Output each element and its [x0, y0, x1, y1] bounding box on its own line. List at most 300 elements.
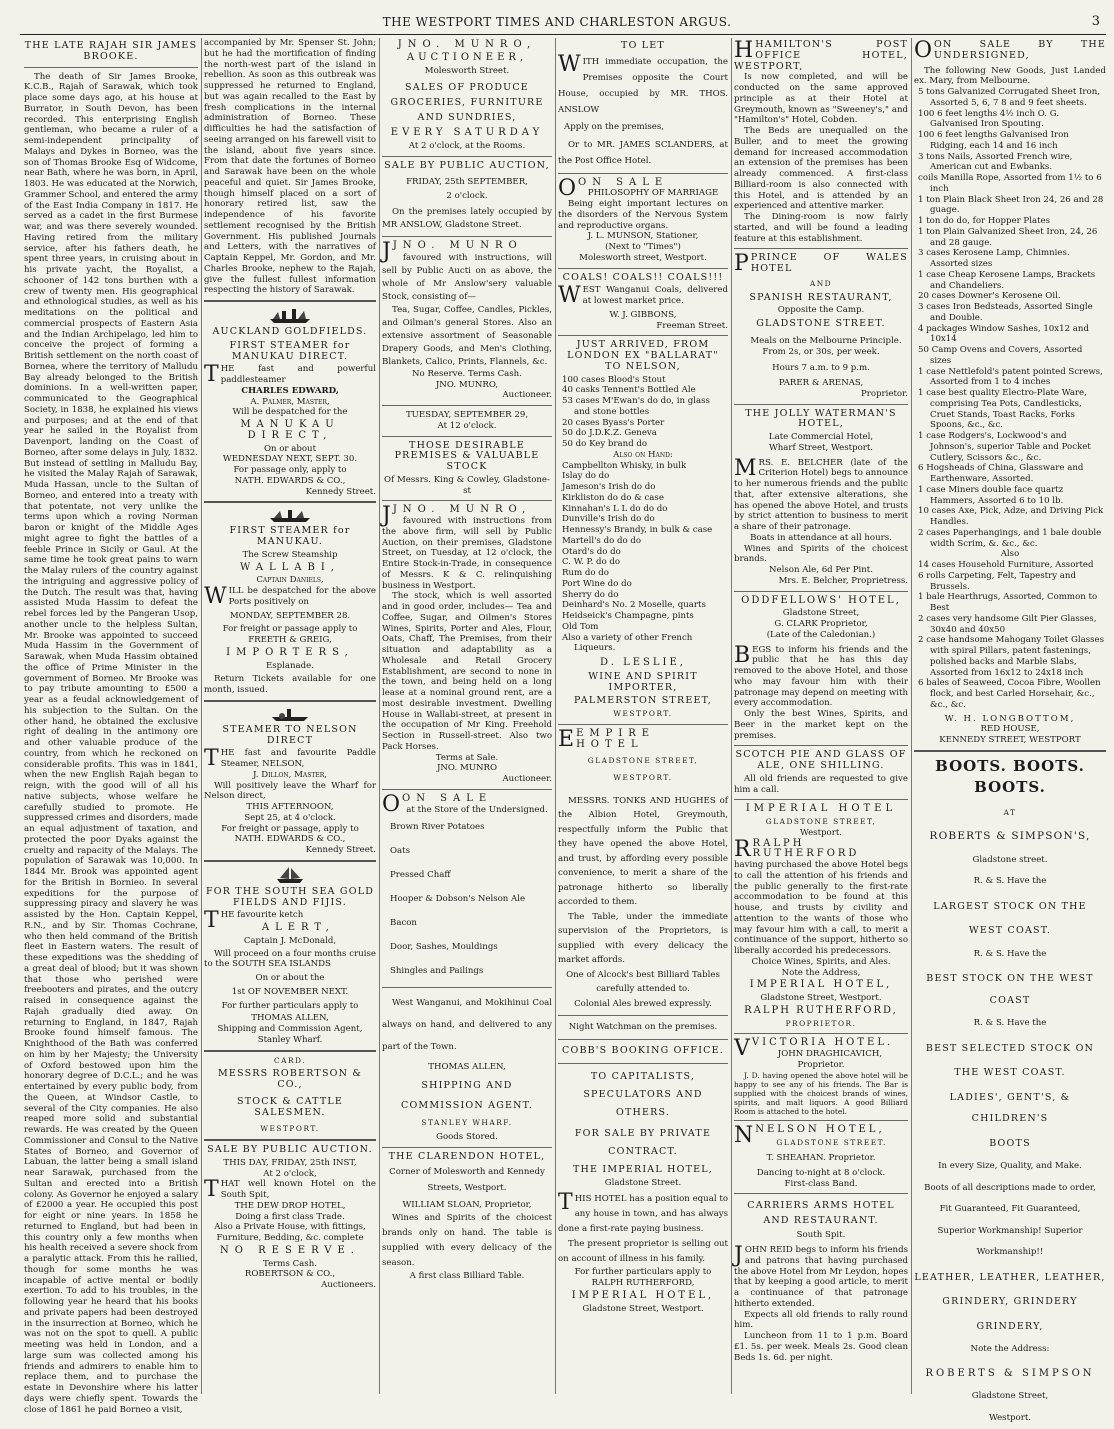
ad-text: HE favourite ketch [220, 910, 304, 921]
ad-text: favoured with instructions, will sell by Public Aucti on as above, the whole of Mr Anslow'sery valuable Stock, consisting of— [382, 252, 552, 302]
divider [204, 1050, 376, 1052]
list-item: 100 6 feet lengths Galvanised Iron Ridging, each 14 and 16 inch [918, 130, 1069, 151]
proprietor: RALPH RUTHERFORD, [744, 1004, 898, 1016]
sailing-ship-icon [275, 866, 305, 884]
hotel-name: PRINCE OF WALES HOTEL [750, 252, 908, 274]
hotel-address: GLADSTONE STREET, [587, 756, 699, 766]
ad-text: A first class Billiard Table. [409, 1271, 525, 1281]
book-title: PHILOSOPHY OF MARRIAGE [587, 188, 719, 199]
ad-heading: COBB'S BOOKING OFFICE. [561, 1045, 724, 1056]
list-item: 10 cases Axe, Pick, Adze, and Driving Pick Handles. [918, 506, 1104, 527]
ad-text: On or about [263, 443, 317, 454]
column-rule [911, 38, 912, 1394]
ad-wallabi-steamer [204, 526, 376, 696]
divider [734, 591, 908, 592]
hotel-name: HAMILTON'S POST OFFICE HOTEL, WESTPORT, [734, 39, 908, 72]
ad-card-robertson [204, 1056, 376, 1136]
list-item: 6 rolls Carpeting, Felt, Tapestry and Brussels. [918, 570, 1076, 592]
auctioneer-address: Molesworth Street. [424, 65, 510, 76]
ad-text: Workmanship!! [976, 1247, 1044, 1258]
ad-text: Boats in attendance at all hours. [750, 532, 892, 543]
proprietor-role: Proprietor. [797, 1059, 845, 1070]
masthead [0, 0, 1114, 34]
divider [382, 500, 552, 501]
hotel-address: GLADSTONE STREET. [756, 318, 886, 329]
sale-time: At 2 o'clock, at the Rooms. [408, 141, 526, 151]
agent-name: THOMAS ALLEN, [428, 1062, 506, 1073]
hotel-name: THE JOLLY WATERMAN'S HOTEL, [745, 407, 897, 430]
column-5 [734, 38, 908, 1394]
ad-oddfellows-hotel [734, 596, 908, 742]
ad-to-let [558, 41, 728, 169]
firm-address: Gladstone Street, [971, 1391, 1049, 1402]
proprietor: PARER & ARENAS, [778, 378, 864, 388]
ad-text: Will positively leave the Wharf for Nelson direct, [204, 780, 376, 802]
hotel-place: Westport. [799, 827, 843, 838]
stock-list: Tea, Sugar, Coffee, Candles, Pickles, and Oilman's general Stores. Also an extensive assortment of Seasonable Drapery Goods, and Men's Clothing, Blankets, Calico, Prints, Flannels, &c. [382, 304, 552, 367]
ad-auckland-goldfields [204, 327, 376, 497]
ad-dew-drop-auction [204, 1145, 376, 1291]
ad-text: EGS to inform his friends and the public that he has this day removed to the above Hotel, and those who may favour him with their patronage may depend on meeting with every accommodation. [734, 644, 908, 709]
list-item: Door, Sashes, Mouldings [390, 942, 498, 953]
divider [382, 436, 552, 437]
ad-prince-of-wales-hotel [734, 253, 908, 399]
hotel-address: GLADSTONE STREET. [776, 1138, 887, 1148]
divider [734, 404, 908, 405]
agent-address: STANLEY WHARF. [421, 1118, 513, 1127]
list-item: 100 cases Blood's Stout [562, 374, 666, 385]
ad-to-capitalists [558, 1068, 728, 1315]
agent-name: JNO. MUNRO [436, 763, 498, 774]
list-item: 1 case Nettlefold's patent pointed Screws, Assorted from 1 to 4 inches [918, 366, 1103, 388]
list-item: 2 case handsome Mahogany Toilet Glasses with spiral Pillars, patent fastenings, polished backs and Marble Slabs, Assorted from 16x12 to 24x18 inch [918, 635, 1105, 678]
ad-anslow-auction [382, 161, 552, 232]
hotel-address: GLADSTONE STREET, [765, 817, 877, 826]
list-item: Shingles and Pailings [390, 966, 484, 977]
list-item: 4 packages Window Sashes, 10x12 and 10x14 [918, 323, 1089, 345]
ad-heading: FIRST STEAMER for MANUKAU. [229, 525, 351, 547]
auctioneer-name: JNO. MUNRO, [397, 39, 537, 50]
ad-subheading: FOR SALE BY PRIVATE CONTRACT. [574, 1127, 712, 1157]
ad-text: For freight or passage, apply to [221, 823, 359, 834]
divider [734, 248, 908, 249]
ad-text: Dancing to-night at 8 o'clock. [756, 1167, 886, 1178]
divider [558, 1015, 728, 1016]
ad-steamer-nelson [204, 725, 376, 856]
divider [382, 405, 552, 406]
list-item: Sherry do do [562, 589, 619, 600]
ad-subheading: Also on Hand: [613, 449, 673, 460]
divider [734, 799, 908, 800]
article-body: The death of Sir James Brooke, K.C.B., Rajah of Sarawak, which took place some days ago, at his house at Burrator, in South Devon, has been recorded. This enterprising English gentleman, who became a ruler of a semi-independent principality of Malays and Dykes in Borneo, was the son of Thomas Brooke Esq of Widcome, near Bath, where he was born, in April, 1803. He was educated at the Norwich, Grammer School, and entered the army of the East India Company in 1817. He served as a cadet in the first Burmese war, and was there severely wounded. Having retired from the military service, after his fathers death, he spent three years, in cruising about in his private yacht, the Royalist, a schooner of 142 tons burthen with a crew of twenty men. His geographical and ethnological studies, as well as his meditations on the political and commercial prospects of Eastern Asia and the Indian Archipelago, led him to conceive the project of forming a British settlement on the north coast of Bornea, where the territory of Malludu Bay already belonged to the British dominions. In a well-written paper, communicated to the Geographical Society, in 1838, he explained his views and purposes; and at the end of that year he sailed in the Royalist from Davenport, landing on the Coast of Borneo, after some delays in July, 1832. But instead of settling in Malludu Bay, he visited the Malay Rajah of Sarawak, Muda Hassan, uncle to the Sultan of Borneo, and entered into a treaty with that potentate, not very unlike the terms upon which a roving Norman baron or knight of the Middle Ages might agree to fight the battles of a feeble Prince in Sicily or Gaul. At the same time he took great pains to warn the Malay rulers of the country against the intriguing and aggressive policy of the Dutch. The result was that, having assisted Muda Hassim to defeat the rebel forces led by the Pangeran Usop, another uncle to the helpless Sultan, Mr. Brooke was appointed to succeed Muda Hassim in the Government of Sarawak, when Muda Hassim obtained the office of Prime Minister in the government of Borneo. Mr Brooke was to pay tribute amounting to £500 a year as a feudal acknowledgement of his subjection to the Sultan. On the other hand, he obtained the exclusive right of dealing in the antimony ore and other valuable produce of the country, from which he reckoned on considerable profits. This was in 1841, when the new English Rajah began to reign, with the good will of all his native subjects, whose welfare he carefully studied to promote. He suppressed crimes and disorders, made an equal adjustment of taxation, and protected the poor Dyaks against the cruelty and rapacity of the Malays. The population of Sarawak was 10,000. In 1844 Mr. Brook was appointed agent for the British in Bornieo. In several expeditions for the purpose of suppressing piracy and slavery he was assisted by the Hon. Captain Keppel, R.N., and by Sir. Thomas Cochrane, who then held command of the British fleet in Eastern waters. The result of these expeditions was the shedding of a great deal of blood; but it was shown that those who perished were freebooters and pirates, and the outcry raised in consequence against the Rajah gradually died away. On returning to England, in 1847, Rajah Brooke found himself famous. The Knighthood of the Bath was conferred on him by her Majesty; the University of Oxford bestowed upon him the honorary degree of D.C.L.; and he was entertained by every public body, from the Queen, at Windsor Castle, to several of the City companies. He also reaped more solid and substantial rewards. He was created by the Queen Commissioner and Consul to the Native States of Borneo, and Governor of Labuan, the latter being a small island near Sarawak, purchased from the Sultan and erected into a British colony. As Governor he enjoyed a salary of £2000 a year. He occupied this post for eight or nine years. In 1858 he returned to England, but had been in this country only a few months when his health received a severe shock from a paralytic attack. From this he rallied, though for some months he was incapable of active mental or bodily exertion. To add to his troubles, in the following year he heard that his books and private papers had been destroyed in the insurrection at Borneo, which he was not on the spot to quell. A public meeting was held in London, and a large sum was collected among his friends and admirers to enable him to replace them, and to purchase the estate in Devonshire where his latter days were chiefly spent. Towards the close of 1861 he paid Borneo a visit, [24, 71, 198, 1415]
list-item: 1 ton Plain Galvanized Sheet Iron, 24, 26 and 28 gauge. [918, 226, 1098, 248]
divider [914, 750, 1106, 752]
divider [558, 335, 728, 336]
steamship-icon [270, 706, 310, 722]
agent-name: JNO. MUNRO, [435, 379, 499, 390]
hotel-name: EMPIRE HOTEL [576, 727, 656, 750]
ad-text: HE fast and powerful paddlesteamer [220, 364, 376, 385]
divider [204, 300, 376, 302]
hotel-name: IMPERIAL HOTEL, [571, 1289, 715, 1301]
firm-name: ROBERTS & SIMPSON [925, 1367, 1095, 1379]
divider [734, 1193, 908, 1194]
article-heading: THE LATE RAJAH SIR JAMES BROOKE. [24, 40, 198, 62]
agent-name: J. L. MUNSON, Stationer, [587, 231, 699, 242]
hotel-address: Gladstone Street, Westport. [760, 993, 882, 1003]
divider [204, 700, 376, 702]
ad-text: R. & S. Have the [973, 1018, 1047, 1029]
ad-south-sea-ketch [204, 887, 376, 1046]
list-item: 50 do Key brand do [562, 439, 648, 449]
ad-on-sale-store [382, 791, 552, 984]
ad-heading: COALS! COALS!! COALS!!! [562, 271, 724, 283]
ad-heading: THOSE DESIRABLE PREMISES & VALUABLE STOCK [394, 439, 540, 472]
ad-heading: ON SALE BY THE UNDERSIGNED, [934, 39, 1106, 61]
sale-date: THIS DAY, FRIDAY, 25th INST, [223, 1157, 357, 1168]
ad-text: Wines and Spirits of the choicest brands only on hand. The table is supplied with every delicacy of the season. [382, 1213, 552, 1268]
agent-name: THOMAS ALLEN, [251, 1013, 329, 1024]
ad-heading: SCOTCH PIE AND GLASS OF ALE, ONE SHILLING. [735, 749, 907, 771]
ad-text: Boots of all descriptions made to order, [924, 1182, 1096, 1193]
ad-hamiltons-hotel [734, 40, 908, 244]
hotel-name: NELSON HOTEL, [755, 1123, 885, 1135]
ad-text: GRINDERY, GRINDERY [942, 1296, 1078, 1308]
list-item: Otard's do do [562, 546, 621, 557]
ad-text: Expects all old friends to rally round him. [734, 1309, 908, 1331]
drop-cap: O [382, 791, 401, 817]
ship-master: A. Palmer, Master, [250, 396, 330, 407]
ad-text: Wines and Spirits of the choicest brands. [734, 543, 908, 565]
ship-master: J. Dillon, Master, [253, 769, 327, 780]
ad-text: AND [809, 278, 833, 288]
ad-text: Opposite the Camp. [777, 305, 865, 316]
column-rule [555, 38, 556, 1394]
ad-text: BOOTS [989, 1137, 1031, 1149]
ad-heading: AUCKLAND GOLDFIELDS. [212, 326, 368, 337]
ad-text: In every Size, Quality, and Make. [938, 1161, 1082, 1172]
list-item: Rum do do [562, 568, 609, 578]
divider [734, 1120, 908, 1121]
proprietor: Mrs. E. Belcher, Proprietress. [778, 575, 908, 586]
column-4 [558, 38, 728, 1394]
ad-nelson-hotel [734, 1122, 908, 1190]
divider [204, 1139, 376, 1141]
list-item: Deinhard's No. 2 Moselle, quarts [562, 600, 706, 611]
destination: MANUKAU DIRECT, [240, 419, 340, 441]
ad-text: Only the best Wines, Spirits, and Beer in the market kept on the premises. [734, 709, 908, 741]
divider [382, 1147, 552, 1148]
divider [382, 236, 552, 237]
ad-text: ITH immediate occupation, the Premises opposite the Court House, occupied by MR. THOS. ANSLOW [558, 56, 728, 115]
list-item: 50 Camp Ovens and Covers, Assorted sizes [918, 345, 1083, 366]
ad-text: The Screw Steamship [242, 549, 338, 560]
ad-heading: TO LET [621, 40, 665, 51]
card-label: CARD. [273, 1055, 307, 1065]
drop-cap: T [204, 908, 219, 934]
ad-heading: FOR THE SOUTH SEA GOLD FIELDS AND FIJIS. [205, 885, 375, 908]
agent-name: W. H. LONGBOTTOM, [944, 713, 1076, 724]
sailing-time: THIS AFTERNOON, [246, 802, 334, 812]
terms: Terms at Sale. [435, 752, 499, 763]
ad-text: One of Alcock's best Billiard Tables carefully attended to. [566, 969, 720, 995]
hotel-name: VICTORIA HOTEL. [751, 1037, 894, 1049]
drop-cap: W [558, 283, 581, 309]
ship-name: ALERT, [261, 922, 335, 933]
agent-role: Shipping and Commission Agent, [217, 1024, 363, 1034]
hotel-place: WESTPORT. [613, 773, 673, 782]
agent-address: Kennedy Street. [305, 486, 376, 497]
proprietor: RALPH RUTHERFORD [752, 837, 860, 860]
agent-name: NATH. EDWARDS & CO., [234, 475, 346, 486]
drop-cap: B [734, 642, 751, 668]
auctioneer-name: JNO. MUNRO [392, 240, 523, 251]
list-item: Oats [390, 846, 411, 857]
ad-text: Also a Private House, with fittings, Furniture, Bedding, &c. complete [214, 1222, 366, 1243]
column-1 [24, 38, 198, 1415]
ad-subheading: SPANISH RESTAURANT, [749, 291, 893, 303]
ad-king-cowley-sale [382, 410, 552, 785]
agent-role: IMPORTERS, [226, 646, 354, 658]
list-item: Brown River Potatoes [390, 822, 485, 833]
firm-place: WESTPORT. [260, 1124, 320, 1134]
list-item: 20 cases Byass's Porter [562, 417, 665, 428]
agent-address: PALMERSTON STREET, [574, 695, 712, 707]
sale-days: EVERY SATURDAY [390, 127, 544, 139]
sale-time: 2 o'clock. [446, 191, 488, 202]
list-item: coils Manilla Rope, Assorted from 1½ to 6 inch [918, 173, 1102, 194]
sailing-date: WEDNESDAY NEXT, SEPT. 30. [222, 454, 358, 465]
list-item: 1 bale Hearthrugs, Assorted, Common to Best [918, 592, 1098, 613]
divider [558, 1063, 728, 1064]
list-item: 40 casks Tennent's Bottled Ale [562, 385, 696, 396]
ad-text: RS. E. BELCHER (late of the Criterion Hotel) begs to announce to her numerous friends and the public that, after extensive alterations, she has opened the above Hotel, and trusts by strict attention to business to merit a share of their patronage. [734, 457, 908, 532]
agent-address: Freeman Street. [656, 320, 728, 331]
newspaper-title: THE WESTPORT TIMES AND CHARLESTON ARGUS. [382, 15, 732, 29]
ad-text: West Wanganui, and Mokihinui Coal always on hand, and delivered to any part of the Town. [382, 998, 552, 1053]
hotel-name: THE DEW DROP HOTEL, [234, 1200, 346, 1211]
steamship-icon [268, 507, 312, 523]
ad-text: LEATHER, LEATHER, LEATHER, [914, 1271, 1106, 1283]
ad-text: Night Watchman on the premises. [568, 1022, 718, 1033]
ad-text: Fit Guaranteed, Fit Guaranteed, [939, 1204, 1081, 1215]
agent-role: SHIPPING AND COMMISSION AGENT. [400, 1080, 534, 1111]
sale-time: At 2 o'clock, [263, 1168, 317, 1179]
ship-captain: Captain J. McDonald, [243, 935, 337, 946]
ad-text: OHN REID begs to inform his friends and patrons that having purchased the above Hotel from Mr Leydon, hopes that by keeping a good article, to merit a continuance of that patronage hitherto extended. [734, 1245, 908, 1309]
ad-text: GRINDERY, [976, 1320, 1044, 1332]
divider [558, 724, 728, 725]
ad-text: J. D. having opened the above hotel will be happy to see any of his friends. The Bar is supplied with the choicest brands of wines, spirits, and malt liquors. A good Billiard Room is attached to the hotel. [734, 1070, 908, 1116]
drop-cap: O [914, 38, 933, 63]
list-item: 2 cases very handsome Gilt Pier Glasses, 30x40 and 40x50 [918, 613, 1097, 635]
proprietor: WILLIAM SLOAN, Proprietor, [402, 1200, 532, 1211]
ad-philosophy-of-marriage [558, 175, 728, 264]
ad-text: All old friends are requested to give him a call. [734, 773, 908, 795]
divider [24, 67, 198, 68]
proprietor: G. CLARK Proprietor, [774, 619, 868, 629]
ad-text: Note the Address, [781, 967, 861, 978]
ad-text: HE fast and favourite Paddle Steamer, NELSON, [220, 748, 376, 769]
ad-heading: BOOTS. BOOTS. BOOTS. [935, 756, 1085, 797]
list-item: Dunville's Irish do do [562, 514, 655, 525]
steamship-icon [268, 306, 312, 324]
ad-munro-auctioneer [382, 40, 552, 152]
ad-text: Late Commercial Hotel, [768, 432, 874, 442]
list-item: 3 tons Nails, Assorted French wire, American cut and Ewbanks. [918, 151, 1073, 173]
ad-imperial-hotel [734, 804, 908, 1029]
hotel-name: CARRIERS ARMS HOTEL AND RESTAURANT. [747, 1200, 895, 1227]
column-rule [731, 38, 732, 1394]
proprietor: JOHN DRAGHICAVICH, [777, 1049, 883, 1059]
ad-heading: ON SALE [402, 792, 493, 804]
drop-cap: J [734, 1243, 743, 1268]
list-item: C. W. P. do do [562, 557, 621, 568]
ad-text: Will proceed on a four months cruise to the SOUTH SEA ISLANDS [204, 948, 376, 970]
firm-place: Westport. [988, 1412, 1032, 1423]
ad-text: First-class Band. [784, 1178, 858, 1189]
hotel-name: THE CLARENDON HOTEL, [388, 1150, 546, 1162]
drop-cap: R [734, 836, 751, 862]
divider [204, 501, 376, 503]
list-item: 100 6 feet lengths 4½ inch O. G. Galvanised Iron Spouting. [918, 108, 1060, 130]
ad-text: For freight or passage apply to [222, 624, 358, 635]
masthead-rule [20, 34, 1106, 35]
ad-text: The stock, which is well assorted and in good order, includes— Tea and Coffee, Sugar, and Oilmen's Stores Wines, Spirits, Porter and Ales, Flour, Oats, Chaff, The Premises, from their situation and adaptability as a Wholesale and Retail Grocery Establishment, are second to none in the town, and being held on a long lease at a nominal ground rent, are a most desirable investment. Dwelling House in Wallabi-street, at present in the occupation of Mr King. Freehold Section in Russell-street. Also two Pack Horses. [382, 591, 552, 752]
list-item: Jameson's Irish do do [562, 482, 656, 492]
drop-cap: T [204, 746, 219, 772]
list-item: 1 case Cheap Kerosene Lamps, Brackets and Chandeliers. [918, 269, 1096, 291]
sale-date: TUESDAY, SEPTEMBER 29, [405, 410, 529, 420]
ad-text: On or about the [255, 973, 325, 983]
agent-name: NATH. EDWARDS & CO., [234, 834, 346, 845]
ad-text: For further particulars apply to [221, 1000, 359, 1011]
list-item: Hooper & Dobson's Nelson Ale [390, 894, 526, 905]
list-item: 14 cases Household Furniture, Assorted [918, 560, 1094, 570]
list-item: Kirkliston do do & case [562, 492, 664, 503]
drop-cap: O [558, 175, 577, 201]
agent-address: Esplanade. [265, 660, 315, 671]
ad-text: BEST SELECTED STOCK ON [925, 1042, 1095, 1054]
list-item: Kinnahan's L L do do do [562, 503, 668, 514]
ad-text: Is now completed, and will be conducted on the same approved principle as at their Hotel at Greymouth, known as "Sweeney's," and "Hamilton's" Hotel, Cobden. [734, 72, 908, 126]
ad-text: The Table, under the immediate supervision of the Proprietors, is supplied with every delicacy the market affords. [558, 911, 728, 966]
ad-allen-coal [382, 992, 552, 1142]
proprietor-role: Proprietor. [860, 388, 908, 399]
firm-name: MESSRS ROBERTSON & CO., [217, 1068, 363, 1090]
auctioneer-role: AUCTIONEER, [406, 51, 528, 63]
ad-longbottom-goods [914, 40, 1106, 746]
ad-text: Or to MR. JAMES SCLANDERS, at the Post Office Hotel. [558, 139, 728, 166]
ad-text: Goods Stored. [436, 1131, 498, 1142]
list-item: Hennessy's Brandy, in bulk & case [562, 525, 713, 535]
auctioneer-name: JNO. MUNRO, [392, 504, 532, 516]
ad-clarendon-hotel [382, 1152, 552, 1282]
ship-name: WALLABI, [240, 561, 340, 573]
drop-cap: T [204, 1177, 219, 1203]
divider [382, 789, 552, 790]
ad-jolly-waterman-hotel [734, 409, 908, 587]
ad-heading: SALE BY PUBLIC AUCTION. [207, 1144, 373, 1155]
article-continuation: accompanied by Mr. Spenser St. John; but he had the mortification of finding the north-west part of the island in rebellion. As soon as this outbreak was suppressed he returned to England, but was again recalled to the East by fresh complications in the internal administration of Borneo. These difficulties he had the satisfaction of seeing arranged on his farewell visit to the island, about five years since. From that date the fortunes of Borneo and Sarawak have been on the whole peaceful and quiet. Sir James Brooke, though himself placed on a sort of honorary retired list, saw the independence of his favorite settlement recognised by the British Government. His published Journals and Letters, with the narratives of Captain Keppel, Mr. Gordon, and Mr. Charles Brooke, nephew to the Rajah, give the fullest fullest information respecting the history of Sarawak. [204, 38, 376, 296]
opening-hours: Hours 7 a.m. to 9 p.m. [772, 363, 870, 374]
divider [558, 1039, 728, 1040]
list-item: 53 cases M'Ewan's do do, in glass and stone bottles [562, 396, 710, 417]
drop-cap: V [734, 1036, 750, 1062]
ad-text: Will be despatched for the [232, 407, 348, 418]
ad-text: Being eight important lectures on the disorders of the Nervous System and reproductive organs. [558, 199, 728, 231]
agent-address: KENNEDY STREET, WESTPORT [939, 735, 1081, 745]
column-rule [201, 38, 202, 1394]
ad-text: WEST COAST. [968, 925, 1052, 937]
agent-name: RALPH RUTHERFORD, [591, 1278, 695, 1288]
column-3 [382, 38, 552, 1394]
ad-heading: SALES OF PRODUCE GROCERIES, FURNITURE AND SUNDRIES, [390, 82, 544, 124]
ship-name: CHARLES EDWARD, [241, 385, 339, 396]
ad-subheading: FIRST STEAMER for MANUKAU DIRECT. [229, 339, 351, 362]
sale-date: FRIDAY, 25th SEPTEMBER, [406, 176, 528, 187]
ad-text: Return Tickets available for one month, issued. [204, 674, 376, 695]
drop-cap: M [734, 455, 757, 481]
ad-text: The Beds are unequalled on the Buller, and to meet the growing demand for increased accommodation an extension of the premises has been already commenced. A first-class Billiard-room is also connected with this Hotel, and is attended by an experienced and attentive marker. [734, 126, 908, 212]
list-item: Also [1000, 549, 1020, 560]
firm-address: Gladstone street. [972, 854, 1048, 865]
ad-scotch-pie [734, 750, 908, 795]
hotel-address: Wharf Street, Westport. [768, 442, 874, 453]
ad-text: THE WEST COAST. [954, 1067, 1066, 1079]
list-item: 6 bales of Seaweed, Cocoa Fibre, Woollen flock, and best Carled Horsehair, &c., &c., &c. [918, 678, 1101, 710]
list-item: Also a variety of other French Liqueurs. [562, 632, 693, 654]
ad-text: Choice Wines, Spirits, and Ales. [751, 956, 891, 967]
ad-text: having purchased the above Hotel begs to call the attention of his friends and the public generally to the first-rate accommodation to be found at this house, and trusts by civility and attention to the wants of those who may favour him with a call, to merit a continuance of the support, hitherto so liberally accorded his predecessors. [734, 860, 908, 956]
column-2 [204, 38, 376, 1394]
ad-coals [558, 273, 728, 332]
ad-heading: TO CAPITALISTS, SPECULATORS AND OTHERS. [583, 1070, 703, 1118]
list-item: 1 case Rodgers's, Lockwood's and Johnson's, superior Table and Pocket Cutlery, Scissors &c., &c. [918, 431, 1091, 463]
hotel-name: IMPERIAL HOTEL [745, 803, 897, 815]
list-item: 20 cases Downer's Kerosene Oil. [918, 291, 1061, 302]
ad-text: Note the Address: [970, 1344, 1050, 1355]
agent-address: Molesworth street, Westport. [579, 252, 707, 263]
ad-text: Superior Workmanship! Superior [937, 1225, 1083, 1236]
list-item: 3 cases Iron Bedsteads, Assorted Single and Double. [918, 302, 1093, 323]
drop-cap: T [558, 1190, 573, 1216]
terms: Terms Cash. [263, 1258, 317, 1269]
divider [204, 860, 376, 862]
list-item: 50 do J.D.K.Z. Geneva [562, 428, 657, 439]
ad-text: Nelson Ale, 6d Per Pint. [769, 565, 873, 575]
ad-text: Apply on the premises, [564, 121, 665, 132]
column-6 [914, 38, 1106, 1423]
drop-cap: P [734, 251, 749, 277]
ad-munro-stock [382, 241, 552, 401]
ad-text: The present proprietor is selling out on account of illness in his family. [558, 1239, 728, 1265]
ad-text: LADIES', GENT'S, & CHILDREN'S [949, 1091, 1071, 1125]
drop-cap: W [204, 584, 227, 609]
ad-text: HIS HOTEL has a position equal to any house in town, and has always done a first-rate paying business. [558, 1194, 728, 1235]
ship-captain: Captain Daniels, [256, 575, 324, 586]
hotel-name: IMPERIAL HOTEL, [749, 979, 893, 991]
list-item: 1 ton do do, for Hopper Plates [918, 216, 1051, 226]
ad-text: R. & S. Have the [973, 948, 1047, 959]
ad-text: Meals on the Melbourne Principle. From 2s, or 30s, per week. [750, 335, 902, 357]
ad-text: AT [1003, 807, 1017, 817]
proprietor-role: PROPRIETOR. [785, 1018, 857, 1028]
sailing-date: Sept 25, at 4 o'clock. [244, 812, 336, 823]
ad-text: (Next to "Times") [605, 242, 681, 252]
ad-text: Of Messrs. King & Cowley, Gladstone-st [384, 474, 550, 496]
ad-text: (Late of the Caledonian.) [766, 629, 876, 640]
